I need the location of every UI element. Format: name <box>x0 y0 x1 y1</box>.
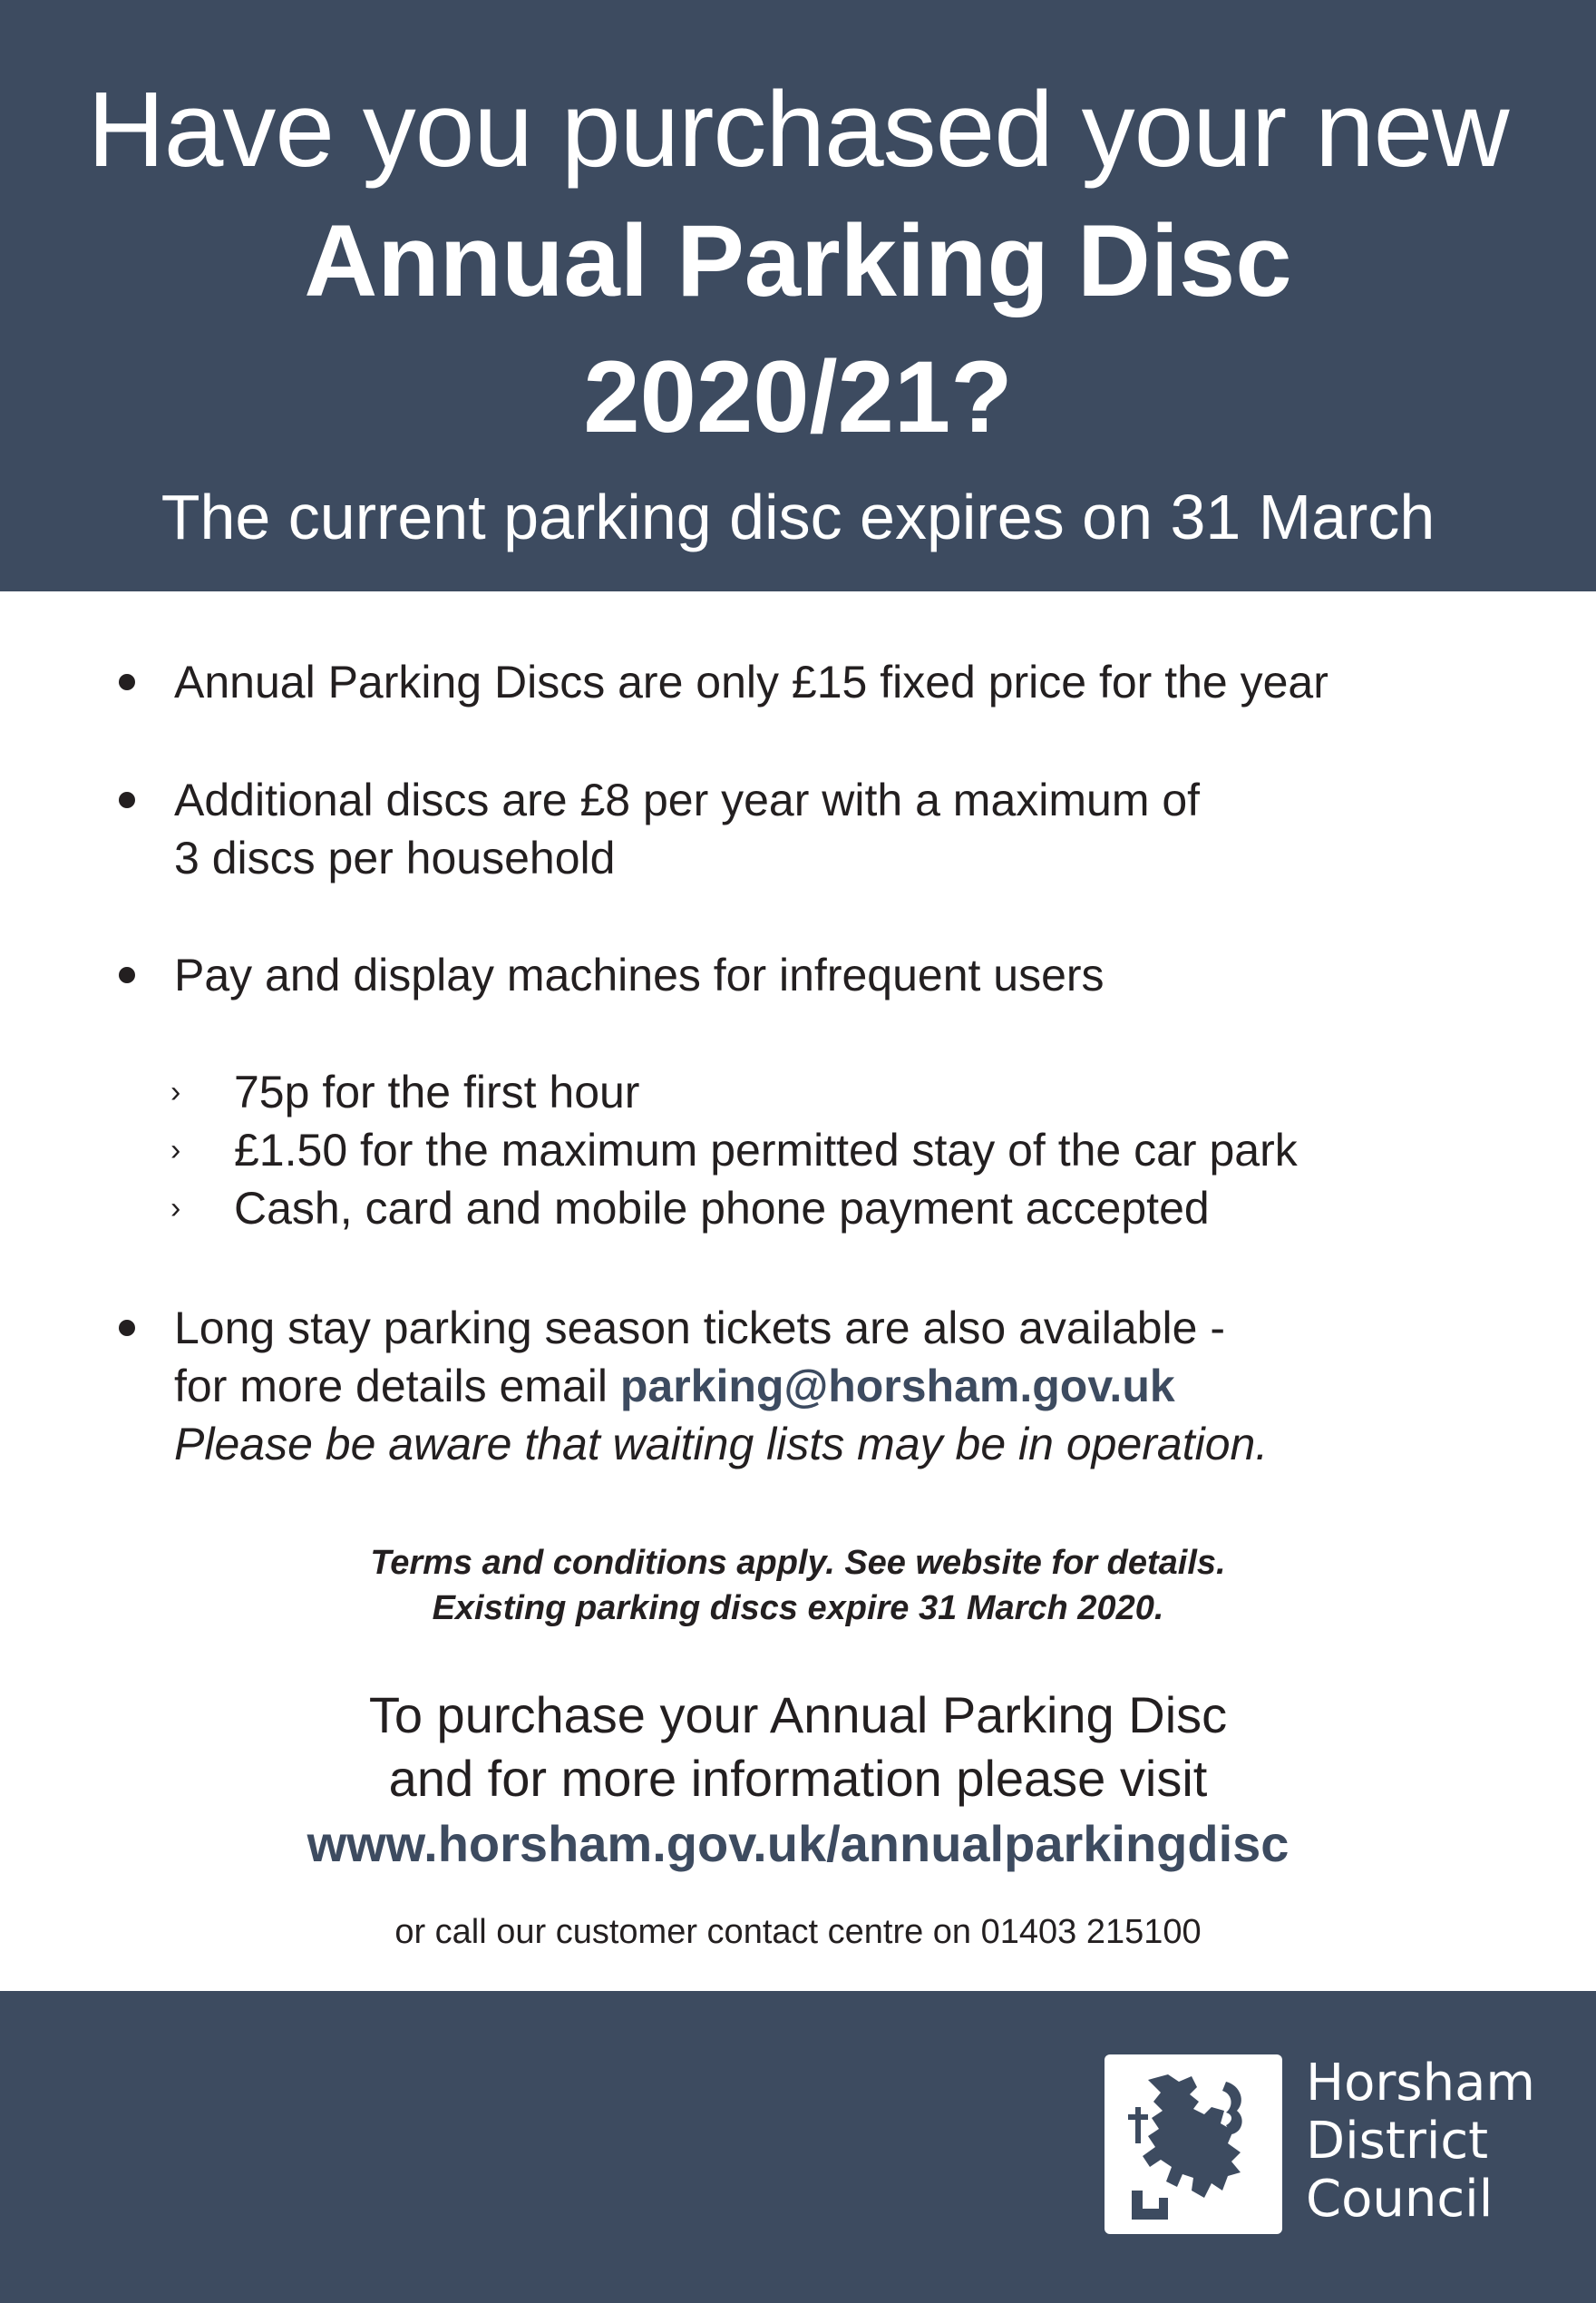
bullet-additional-discs-line1: Additional discs are £8 per year with a maximum of <box>174 775 1201 825</box>
bullet-dot <box>119 792 135 808</box>
bullet-dot <box>119 674 135 690</box>
email-prefix: for more details email <box>174 1361 620 1411</box>
website-link[interactable]: www.horsham.gov.uk/annualparkingdisc <box>307 1815 1289 1872</box>
waiting-list-notice: Please be aware that waiting lists may be in operation. <box>174 1419 1269 1469</box>
cta-line1: To purchase your Annual Parking Disc <box>368 1686 1228 1743</box>
bullet-dot <box>119 1320 135 1336</box>
sub-bullet-first-hour: 75p for the first hour <box>234 1067 640 1117</box>
council-name-line2: District <box>1306 2112 1489 2171</box>
council-name-line3: Council <box>1306 2170 1494 2229</box>
sub-bullet-max-stay: £1.50 for the maximum permitted stay of the car park <box>234 1125 1298 1176</box>
contact-centre-phone: or call our customer contact centre on 01403 215100 <box>394 1913 1202 1951</box>
headline-subtitle: The current parking disc expires on 31 March <box>161 482 1435 552</box>
headline-line1: Have you purchased your new <box>87 70 1509 190</box>
headline-line3: 2020/21? <box>583 340 1013 454</box>
headline-line2: Annual Parking Disc <box>304 204 1292 317</box>
chevron-right-icon: › <box>170 1075 181 1109</box>
terms-line1: Terms and conditions apply. See website for details. <box>370 1544 1226 1582</box>
cta-line2: and for more information please visit <box>388 1750 1208 1807</box>
bullet-pay-and-display: Pay and display machines for infrequent users <box>174 950 1105 1000</box>
bullet-season-tickets-line1: Long stay parking season tickets are also available - <box>174 1303 1225 1353</box>
council-logo <box>1105 2054 1282 2234</box>
bullet-annual-price: Annual Parking Discs are only £15 fixed price for the year <box>174 657 1328 707</box>
bullet-season-tickets-line2 <box>174 1357 1175 1415</box>
terms-line2: Existing parking discs expire 31 March 2020. <box>432 1589 1164 1627</box>
council-name-line1: Horsham <box>1306 2054 1535 2113</box>
chevron-right-icon: › <box>170 1191 181 1225</box>
chevron-right-icon: › <box>170 1133 181 1167</box>
header-banner <box>0 0 1596 591</box>
sub-bullet-payment: Cash, card and mobile phone payment accepted <box>234 1183 1210 1234</box>
bullet-dot <box>119 967 135 983</box>
parking-email-link[interactable]: parking@horsham.gov.uk <box>619 1361 1175 1411</box>
lion-rampant-icon <box>1105 2054 1282 2234</box>
council-name <box>1306 2054 1535 2229</box>
bullet-additional-discs-line2: 3 discs per household <box>174 833 616 883</box>
